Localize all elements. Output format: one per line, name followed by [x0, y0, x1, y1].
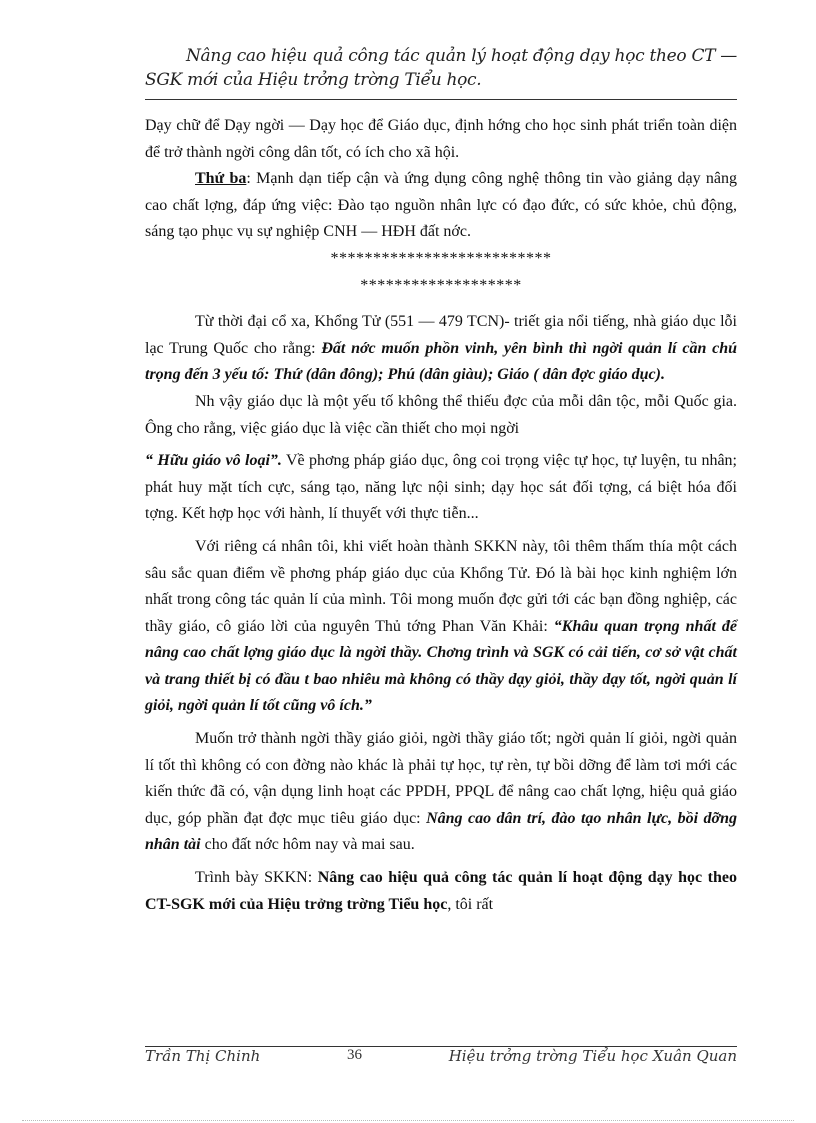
paragraph-7-tail: cho đất nớc hôm nay và mai sau.: [200, 836, 415, 854]
page-edge: [22, 1120, 794, 1121]
footer-school: Hiệu trởng trờng Tiểu học Xuân Quan: [448, 1047, 737, 1065]
paragraph-3-text: Từ thời đại cổ xa, Khổng Tử (551 — 479 TCN)- triết gia nổi tiếng, nhà giáo dục lỗi lạc Trung Quốc cho rằng:: [145, 313, 737, 357]
separator-stars-1: **************************: [330, 249, 552, 267]
header-line-1: Nâng cao hiệu quả công tác quản lý hoạt động dạy học theo CT —: [185, 46, 737, 66]
header-line-2: SGK mới của Hiệu trởng trờng Tiểu học.: [145, 70, 482, 90]
paragraph-5-text: Về phơng pháp giáo dục, ông coi trọng việc tự học, tự luyện, tu nhân; phát huy mặt tích cực, sáng tạo, năng lực nội sinh; dạy học sát đối tợng, cá biệt hóa đối tợng. Kết hợp học với hành, lí thuyết với thực tiễn...: [145, 452, 737, 523]
page-body: [145, 113, 737, 918]
separator-stars-2: *******************: [360, 276, 522, 294]
paragraph-8: [145, 865, 737, 918]
page-number: 36: [347, 1047, 362, 1063]
third-point-label: Thứ ba: [195, 170, 247, 188]
footer-author: Trần Thị Chinh: [145, 1047, 261, 1065]
paragraph-4: Nh vậy giáo dục là một yếu tố không thể thiếu đợc của mỗi dân tộc, mỗi Quốc gia. Ông cho rằng, việc giáo dục là việc cần thiết cho mọi ngời: [145, 392, 737, 437]
phan-van-khai-quote: “Khâu quan trọng nhất để nâng cao chất lợng giáo dục là ngời thầy. Chơng trình và SGK có cải tiến, cơ sở vật chất và trang thiết bị có đầu t bao nhiêu mà không có thầy dạy giỏi, thầy dạy tốt, ngời quản lí giỏi, ngời quản lí tốt cũng vô ích.”: [145, 617, 738, 715]
confucius-quote: Đất nớc muốn phồn vinh, yên bình thì ngời quản lí cần chú trọng đến 3 yếu tố: Thứ (dân đông); Phú (dân giàu); Giáo ( dân đợc giáo dục).: [145, 339, 737, 384]
paragraph-3: [145, 309, 737, 389]
paragraph-2-text: : Mạnh dạn tiếp cận và ứng dụng công nghệ thông tin vào giảng dạy nâng cao chất lợng, đáp ứng việc: Đào tạo nguồn nhân lực có đạo đức, có sức khỏe, chủ động, sáng tạo phục vụ sự nghiệp CNH — HĐH đất nớc.: [145, 170, 738, 241]
page-header: [145, 44, 737, 92]
paragraph-7: [145, 726, 737, 859]
header-rule: [145, 99, 737, 100]
paragraph-6: [145, 534, 737, 720]
paragraph-7-text: Muốn trở thành ngời thầy giáo giỏi, ngời thầy giáo tốt; ngời quản lí giỏi, ngời quản lí tốt thì không có con đờng nào khác là phải tự học, tự rèn, tự bồi dỡng để làm tơi mới các kiến thức đã có, vận dụng linh hoạt các PPDH, PPQL để nâng cao chất lợng, hiệu quả giáo dục, góp phần đạt đợc mục tiêu giáo dục:: [145, 730, 737, 827]
report-title: Nâng cao hiệu quả công tác quản lí hoạt động dạy học theo CT-SGK mới của Hiệu trởng trờng Tiểu học: [145, 869, 737, 913]
paragraph-2: [145, 166, 737, 246]
paragraph-8-tail: , tôi rất: [447, 895, 494, 913]
paragraph-5: [145, 448, 737, 528]
paragraph-1: Dạy chữ để Dạy ngời — Dạy học để Giáo dục, định hớng cho học sinh phát triển toàn diện để trở thành ngời công dân tốt, có ích cho xã hội.: [145, 117, 737, 161]
huu-giao-quote: “ Hữu giáo vô loại”.: [145, 452, 282, 470]
paragraph-8-text: Trình bày SKKN:: [195, 869, 318, 887]
paragraph-6-text: Với riêng cá nhân tôi, khi viết hoàn thành SKKN này, tôi thêm thấm thía một cách sâu sắc quan điểm về phơng pháp giáo dục của Khổng Tử. Đó là bài học kinh nghiệm lớn nhất trong công tác quản lí của mình. Tôi mong muốn đợc gửi tới các bạn đồng nghiệp, các thầy giáo, cô giáo lời của nguyên Thủ tớng Phan Văn Khải:: [145, 537, 737, 635]
education-goal-quote: Nâng cao dân trí, đào tạo nhân lực, bồi dỡng nhân tài: [145, 809, 737, 854]
